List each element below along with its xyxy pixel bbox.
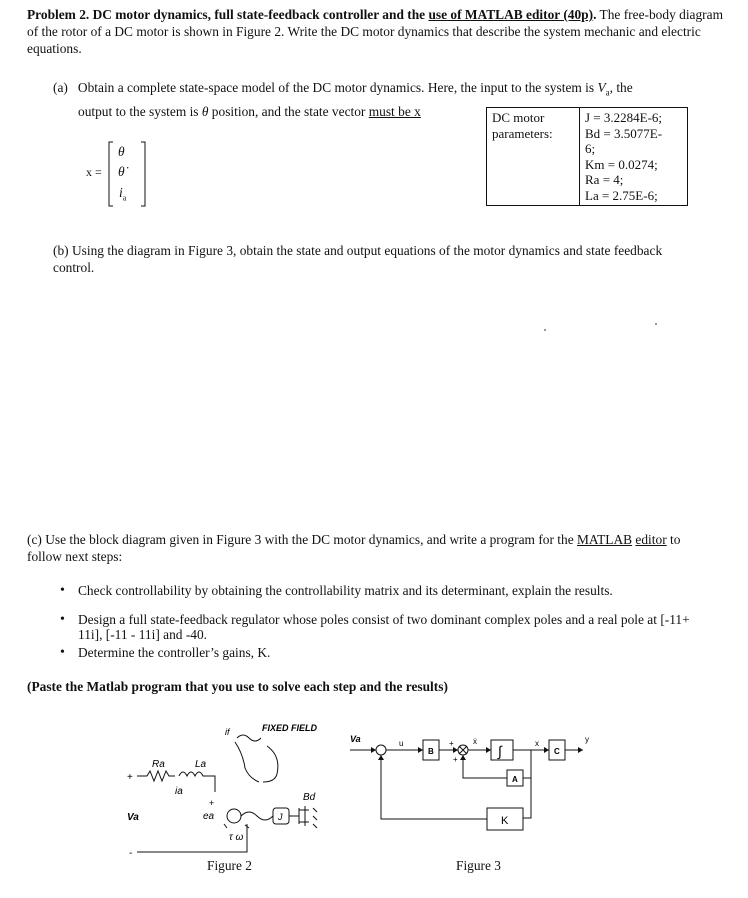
figure-2-caption: Figure 2 — [207, 858, 253, 873]
input-symbol: V — [597, 80, 606, 95]
ea-label: ea — [203, 811, 215, 822]
stray-dot — [544, 329, 546, 331]
param-bd: Bd = 3.5077E- — [585, 125, 663, 141]
x-label: x — [535, 739, 539, 748]
va-label: Va — [350, 734, 361, 744]
params-values-cell — [580, 108, 688, 206]
la-label: La — [195, 759, 207, 770]
part-a-line2 — [78, 104, 508, 120]
state-text: position, and the state vector — [208, 104, 369, 119]
state-current: i — [119, 185, 123, 200]
plus-sign: + — [127, 772, 133, 783]
xdot-label: ẋ — [473, 737, 477, 746]
field-label: FIXED FIELD — [262, 723, 318, 733]
part-a-letter: (a) — [53, 80, 68, 95]
state-theta: θ — [118, 144, 125, 159]
integrator-block: ∫ — [498, 743, 502, 759]
list-item: • Determine the controller’s gains, K. — [60, 645, 690, 661]
part-c — [27, 531, 692, 565]
figure-3-block-diagram — [345, 722, 635, 862]
part-a-line1 — [53, 79, 693, 102]
editor-link: editor — [635, 532, 667, 547]
u-label: u — [399, 739, 404, 748]
input-sub: a — [605, 87, 610, 98]
matrix-brackets — [108, 141, 148, 207]
problem-label: Problem 2. DC motor dynamics, full state-feedback controller and the — [27, 7, 429, 22]
if-label: if — [225, 727, 230, 737]
problem-intro — [27, 6, 727, 57]
param-bd-cont: 6; — [585, 141, 596, 156]
tau-omega-label: τ ω — [229, 832, 244, 843]
bd-label: Bd — [303, 792, 316, 803]
problem-title-underlined: use of MATLAB editor (40p) — [428, 7, 594, 22]
state-lhs: x = — [86, 165, 102, 179]
ia-label: ia — [175, 786, 183, 797]
va-label: Va — [127, 812, 139, 823]
part-b — [53, 242, 693, 276]
steps-list — [60, 583, 690, 660]
motor-params-table — [486, 107, 688, 206]
part-c-text1: (c) Use the block diagram given in Figure 3 with the DC motor dynamics, and write a program for the — [27, 532, 577, 547]
j-label: J — [278, 812, 283, 822]
param-la: La = 2.75E-6; — [585, 187, 658, 203]
intro-text: The free-body diagram of the rotor of a DC motor is shown in Figure 2. Write the DC motor dynamics that describe the system mechanic and electric equations. — [27, 7, 723, 56]
stray-dot — [655, 323, 657, 325]
ra-label: Ra — [152, 759, 165, 770]
k-block: K — [501, 815, 509, 827]
part-b-text: Using the diagram in Figure 3, obtain the state and output equations of the motor dynamics and state feedback control. — [53, 243, 663, 275]
problem-title-end: . — [593, 7, 597, 22]
params-label-1: DC motor — [492, 110, 545, 125]
param-j: J = 3.2284E-6; — [585, 110, 663, 125]
theta-symbol: θ — [201, 104, 209, 119]
state-theta-dot: θ̇ — [118, 164, 125, 179]
part-c-text2: to follow next steps: — [27, 532, 681, 564]
state-vector — [86, 141, 156, 207]
list-item: • Design a full state-feedback regulator whose poles consist of two dominant complex poles and a real pole at [-11+ 11i], [-11 - 11i] and -40. — [60, 612, 690, 643]
part-a-text1: Obtain a complete state-space model of the DC motor dynamics. Here, the input to the system is — [77, 80, 598, 95]
part-b-letter: (b) — [53, 243, 69, 258]
output-text: output to the system is — [78, 104, 202, 119]
c-block: C — [554, 747, 560, 756]
figure-3-caption: Figure 3 — [456, 858, 502, 873]
y-label: y — [585, 735, 589, 744]
params-label-cell — [487, 108, 580, 206]
param-km: Km = 0.0274; — [585, 156, 658, 172]
figure-2-motor-diagram — [117, 720, 367, 860]
must-be-x: must be x — [368, 104, 421, 119]
params-label-2: parameters: — [492, 125, 553, 141]
plus-b: + — [449, 739, 454, 748]
plus-ea: + — [209, 798, 215, 808]
param-ra: Ra = 4; — [585, 172, 624, 187]
part-a-text2: , the — [609, 80, 633, 95]
b-block: B — [428, 747, 434, 756]
plus-a: + — [453, 755, 458, 764]
a-block: A — [512, 775, 518, 784]
matlab-link: MATLAB — [577, 532, 633, 547]
state-current-sub: a — [122, 193, 127, 203]
list-item: • Check controllability by obtaining the controllability matrix and its determinant, explain the results. — [60, 583, 690, 599]
paste-note: (Paste the Matlab program that you use to solve each step and the results) — [27, 679, 448, 694]
minus-sign: - — [129, 848, 133, 859]
